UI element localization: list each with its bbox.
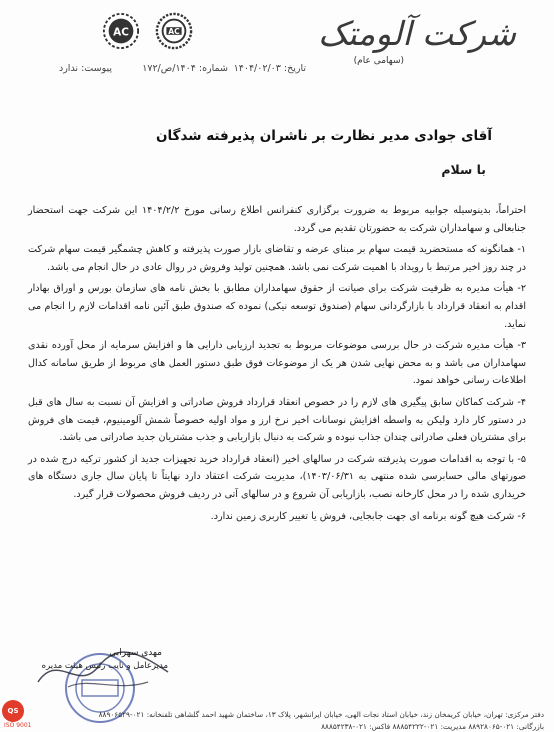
paragraph-4: ۴- شرکت کماکان سابق پیگیری های لازم را در خصوص انعقاد قرارداد فروش صادراتی و افزایش آن نسبت به سال های قبل در دستور کار دارد ولیکن به واسطه افزایش نوسانات اخیر نرخ ارز و مواد اولیه خصوصاً شمش آلومینیوم، قیمت های فروش برای مشتریان فعلی صادراتی چندان جذاب نبوده و شرکت به دنبال بازاریابی و جذب مشتریان جدید صادراتی می باشد. bbox=[28, 396, 526, 444]
letter-greeting: با سلام bbox=[441, 162, 486, 177]
signatory-name: مهدی سهرابی bbox=[109, 648, 162, 658]
company-logo-text: شرکت آلومتک bbox=[318, 14, 516, 53]
signatory-role: مدیرعامل و نایب رئیس هیئت مدیره bbox=[41, 661, 168, 671]
paragraph-2: ۲- هیأت مدیره به ظرفیت شرکت برای صیانت از حقوق سهامداران مطابق با بخش نامه های سازمان بورس و اوراق بهادار اقدام به انعقاد قرارداد با بازارگردانی سهام (صندوق توسعه نیکی) نموده که صندوق طبق آئین نامه اقدامات لازم را انجام می نماید. bbox=[28, 283, 526, 330]
company-seal-emblem-icon bbox=[155, 12, 193, 50]
company-type: (سهامی عام) bbox=[353, 56, 404, 66]
iso-badge-icon: QS bbox=[2, 700, 24, 722]
letter-date: تاریخ: ۱۴۰۴/۰۲/۰۳ bbox=[233, 63, 306, 74]
letter-body bbox=[28, 202, 526, 529]
company-seal-gear-icon bbox=[102, 12, 140, 50]
letter-addressee: آقای جوادی مدیر نظارت بر ناشران پذیرفته شدگان bbox=[156, 128, 492, 144]
paragraph-6: ۶- شرکت هیچ گونه برنامه ای جهت جابجایی، فروش یا تغییر کاربری زمین ندارد. bbox=[210, 510, 526, 522]
paragraph-3: ۳- هیأت مدیره شرکت در حال بررسی موضوعات مربوط به تجدید ارزیابی دارایی ها و افزایش سرمایه از محل آورده نقدی سهامداران می باشد و به محض نهایی شدن هر یک از موضوعات فوق طبق دستور العمل های مربوط از طریق سامانه کدال اطلاعات رسانی خواهد نمود. bbox=[28, 340, 526, 387]
paragraph-5: ۵- با توجه به اقدامات صورت پذیرفته شرکت در سالهای اخیر (انعقاد قرارداد خرید تجهیزات جدید از کشور ترکیه درج شده در صورتهای مالی حسابرسی شده منتهی به ۱۴۰۳/۰۶/۳۱)، مدیریت شرکت اعتقاد دارد نهایتاً تا پایان سال جاری دستگاه های خریداری شده را در محل کارخانه نصب، بازاریابی آن شروع و در سالهای آتی در ردیف فروش محصولات قرار گیرد. bbox=[28, 453, 526, 500]
seal-emblem-letters: AC bbox=[168, 26, 180, 36]
iso-label: ISO 9001 bbox=[4, 722, 32, 729]
letter-footer bbox=[0, 694, 554, 732]
footer-phones: بازرگانی: ۰۲۱-۸۸۹۲۸۰۶۵ مدیریت: ۰۲۱-۸۸۸۵۴۲۲۲ فاکس: ۰۲۱-۸۸۸۵۴۲۳۸ bbox=[321, 722, 544, 731]
letter-number: شماره: ۱۴۰۴/ص/۱۷۲ bbox=[142, 63, 228, 74]
seal-letters: AC bbox=[113, 26, 129, 39]
letter-attachment: پیوست: ندارد bbox=[58, 63, 112, 74]
footer-address: دفتر مرکزی: تهران، خیابان کریمخان زند، خیابان استاد نجات الهی، خیابان ایرانشهر، پلاک ۱۳، ساختمان شهید احمد گلشاهی تلفنخانه: ۰۲۱-۸۸۹۰۶۵۲۹ bbox=[98, 710, 544, 719]
paragraph-intro: احتراماً، بدینوسیله جوابیه مربوط به ضرورت برگزاری کنفرانس اطلاع رسانی مورخ ۱۴۰۴/۲/۲ این شرکت جهت استحضار جنابعالی و سهامداران شرکت به حضورتان تقدیم می گردد. bbox=[28, 205, 526, 234]
paragraph-1: ۱- همانگونه که مستحضرید قیمت سهام بر مبنای عرضه و تقاضای بازار صورت پذیرفته و کاهش چشمگیر قیمت سهام شرکت در چند روز اخیر مرتبط با رویداد با اهمیت شرکت نمی باشد. همچنین تولید وفروش در روال عادی در حال انجام می باشد. bbox=[28, 244, 526, 273]
